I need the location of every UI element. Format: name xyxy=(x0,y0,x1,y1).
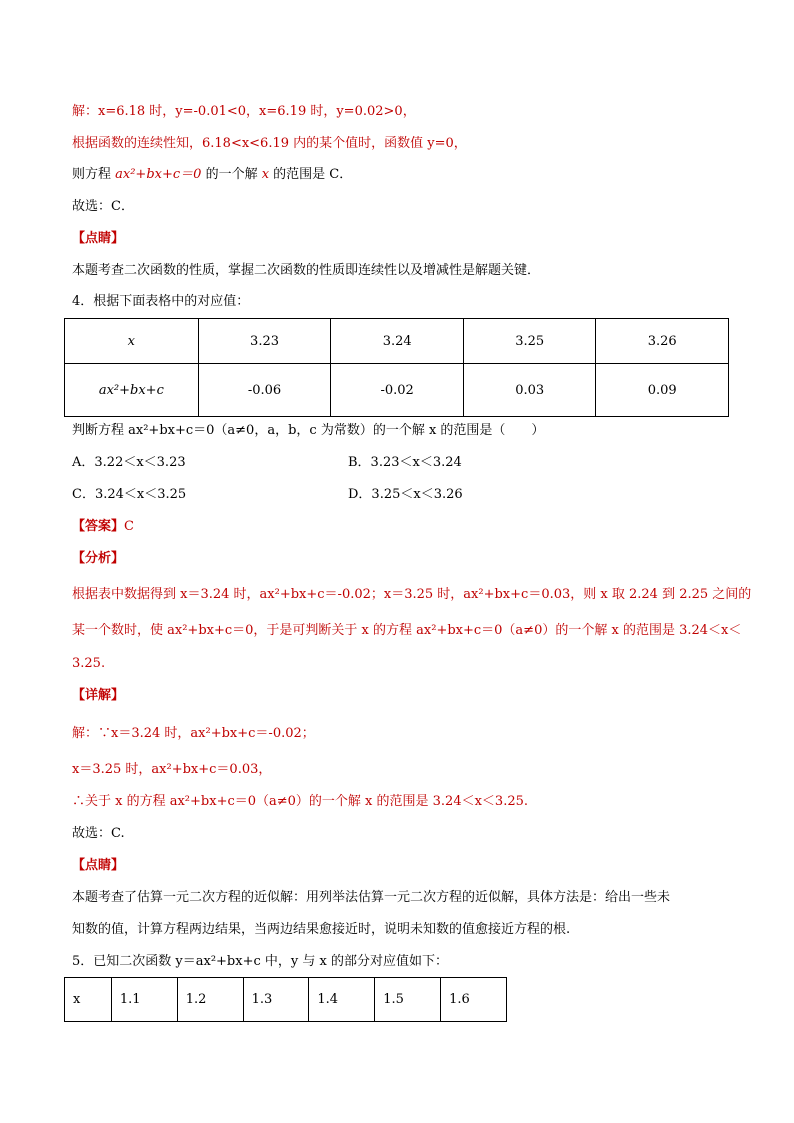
answer-label: 【答案】 xyxy=(72,519,125,534)
option-c[interactable]: C．3.24＜x＜3.25 xyxy=(72,487,187,502)
table-cell: 0.03 xyxy=(463,364,595,417)
fenxi-line-2: 某一个数时，使 ax²+bx+c＝0，于是可判断关于 x 的方程 ax²+bx+c＝0（a≠0）的一个解 x 的范围是 3.24＜x＜ xyxy=(72,623,742,638)
xiangjie-label: 【详解】 xyxy=(72,688,125,703)
table-cell: 3.25 xyxy=(463,319,595,364)
question-5-stem: 5．已知二次函数 y＝ax²+bx+c 中，y 与 x 的部分对应值如下： xyxy=(72,954,448,969)
solution-line-2: 根据函数的连续性知，6.18<x<6.19 内的某个值时，函数值 y=0， xyxy=(72,136,467,151)
xiangjie-line-3: ∴关于 x 的方程 ax²+bx+c＝0（a≠0）的一个解 x 的范围是 3.24＜x＜3.25. xyxy=(72,794,529,809)
value-table-2 xyxy=(64,977,507,1022)
table-cell: 1.5 xyxy=(375,978,441,1022)
table-cell: 0.09 xyxy=(596,364,729,417)
table-row xyxy=(65,978,507,1022)
dianjing-label: 【点睛】 xyxy=(72,231,125,246)
dianjing-label-2: 【点睛】 xyxy=(72,858,125,873)
xiangjie-line-4: 故选：C. xyxy=(72,826,125,841)
table-cell: 3.26 xyxy=(596,319,729,364)
equation: ax²+bx+c＝0 xyxy=(115,167,202,182)
option-a[interactable]: A．3.22＜x＜3.23 xyxy=(72,455,186,470)
table-cell: x xyxy=(65,978,112,1022)
variable: x xyxy=(261,167,270,182)
dianjing-text: 本题考查二次函数的性质，掌握二次函数的性质即连续性以及增减性是解题关键． xyxy=(72,263,541,278)
table-cell: x xyxy=(65,319,199,364)
table-cell: 1.6 xyxy=(441,978,507,1022)
table-row xyxy=(65,319,729,364)
answer-value: C xyxy=(124,519,134,534)
table-cell: 1.1 xyxy=(111,978,177,1022)
table-row xyxy=(65,364,729,417)
option-b[interactable]: B．3.23＜x＜3.24 xyxy=(348,455,462,470)
table-cell: 1.4 xyxy=(309,978,375,1022)
table-cell: -0.06 xyxy=(198,364,331,417)
fenxi-line-1: 根据表中数据得到 x＝3.24 时，ax²+bx+c＝-0.02；x＝3.25 时，ax²+bx+c＝0.03，则 x 取 2.24 到 2.25 之间的 xyxy=(72,587,752,602)
solution-line-4: 故选：C． xyxy=(72,199,134,214)
question-4-stem: 4．根据下面表格中的对应值： xyxy=(72,294,250,309)
solution-line-3 xyxy=(72,166,352,184)
table-cell: 3.24 xyxy=(331,319,464,364)
text-fragment: 的一个解 xyxy=(201,167,262,182)
fenxi-label: 【分析】 xyxy=(72,551,125,566)
dianjing-line-2: 知数的值，计算方程两边结果，当两边结果愈接近时，说明未知数的值愈接近方程的根. xyxy=(72,922,571,937)
value-table xyxy=(64,318,729,417)
answer-line xyxy=(72,518,134,536)
question-4-text: 判断方程 ax²+bx+c＝0（a≠0，a，b，c 为常数）的一个解 x 的范围是（ ） xyxy=(72,423,545,438)
xiangjie-line-1: 解：∵x＝3.24 时，ax²+bx+c＝-0.02； xyxy=(72,726,315,741)
fenxi-line-3: 3.25. xyxy=(72,656,106,671)
option-d[interactable]: D．3.25＜x＜3.26 xyxy=(348,487,463,502)
table-cell: ax²+bx+c xyxy=(65,364,199,417)
table-cell: 1.2 xyxy=(177,978,243,1022)
xiangjie-line-2: x＝3.25 时，ax²+bx+c＝0.03， xyxy=(72,762,272,777)
table-cell: -0.02 xyxy=(331,364,464,417)
solution-line-1: 解：x=6.18 时，y=-0.01<0，x=6.19 时，y=0.02>0， xyxy=(72,104,416,119)
table-cell: 3.23 xyxy=(198,319,331,364)
dianjing-line-1: 本题考查了估算一元二次方程的近似解：用列举法估算一元二次方程的近似解，具体方法是：给出一些未 xyxy=(72,890,671,905)
text-fragment: 则方程 xyxy=(72,167,116,182)
text-fragment: 的范围是 C． xyxy=(269,167,353,182)
table-cell: 1.3 xyxy=(243,978,309,1022)
